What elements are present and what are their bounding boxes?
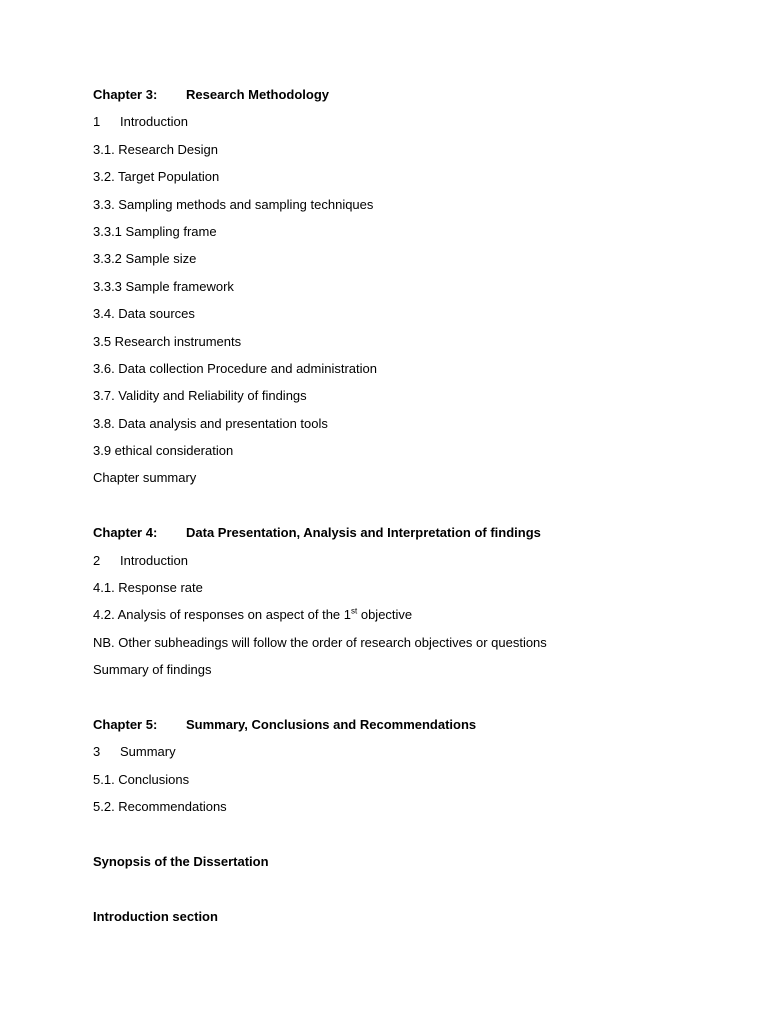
chapter4-label: Chapter 4: <box>93 525 158 541</box>
list-item: 3.3.2 Sample size <box>93 251 197 267</box>
list-item: 5.1. Conclusions <box>93 771 190 787</box>
chapter4-heading <box>93 524 733 551</box>
list-item <box>93 606 733 633</box>
list-item: 3.3. Sampling methods and sampling techniques <box>93 196 374 212</box>
list-item: 3.6. Data collection Procedure and administration <box>93 360 377 376</box>
spacer <box>93 880 733 907</box>
item-text-end: objective <box>357 607 413 623</box>
list-item: 3.3.3 Sample framework <box>93 278 234 294</box>
list-item: Summary of findings <box>93 662 212 678</box>
chapter5-title: Summary, Conclusions and Recommendations <box>186 716 477 732</box>
chapter3-heading <box>93 86 733 113</box>
list-item: 5.2. Recommendations <box>93 799 227 815</box>
chapter4-intro-text: Introduction <box>120 552 188 568</box>
list-item: 3.3.1 Sampling frame <box>93 223 217 239</box>
chapter3-intro-text: Introduction <box>120 114 188 130</box>
list-item: 4.1. Response rate <box>93 580 203 596</box>
chapter3-title: Research Methodology <box>186 87 330 102</box>
spacer <box>93 497 733 524</box>
chapter5-intro-text: Summary <box>120 744 176 760</box>
list-item: 3.8. Data analysis and presentation tools <box>93 415 328 431</box>
item-text: 4.2. Analysis of responses on aspect of the 1 <box>93 607 351 623</box>
list-item: 3.4. Data sources <box>93 306 195 322</box>
document-page <box>93 86 733 935</box>
chapter3-intro-number: 1 <box>93 114 101 130</box>
spacer <box>93 689 733 716</box>
list-item: 3.7. Validity and Reliability of findings <box>93 388 307 404</box>
list-item: 3.5 Research instruments <box>93 333 242 349</box>
chapter5-intro-number: 3 <box>93 744 101 760</box>
chapter3-label: Chapter 3: <box>93 87 158 102</box>
synopsis-heading: Synopsis of the Dissertation <box>93 853 269 869</box>
ordinal-suffix: st <box>351 607 358 617</box>
list-item: NB. Other subheadings will follow the order of research objectives or questions <box>93 634 547 650</box>
list-item: Chapter summary <box>93 470 197 486</box>
chapter4-intro-number: 2 <box>93 552 101 568</box>
list-item: 3.2. Target Population <box>93 169 220 185</box>
chapter3-intro <box>93 113 733 140</box>
chapter4-intro <box>93 552 733 579</box>
list-item: 3.9 ethical consideration <box>93 443 234 459</box>
introduction-section-heading: Introduction section <box>93 908 218 924</box>
chapter5-label: Chapter 5: <box>93 716 158 732</box>
chapter5-intro <box>93 743 733 770</box>
list-item: 3.1. Research Design <box>93 141 219 157</box>
chapter4-title: Data Presentation, Analysis and Interpretation of findings <box>186 525 541 541</box>
chapter5-heading <box>93 716 733 743</box>
spacer <box>93 826 733 853</box>
